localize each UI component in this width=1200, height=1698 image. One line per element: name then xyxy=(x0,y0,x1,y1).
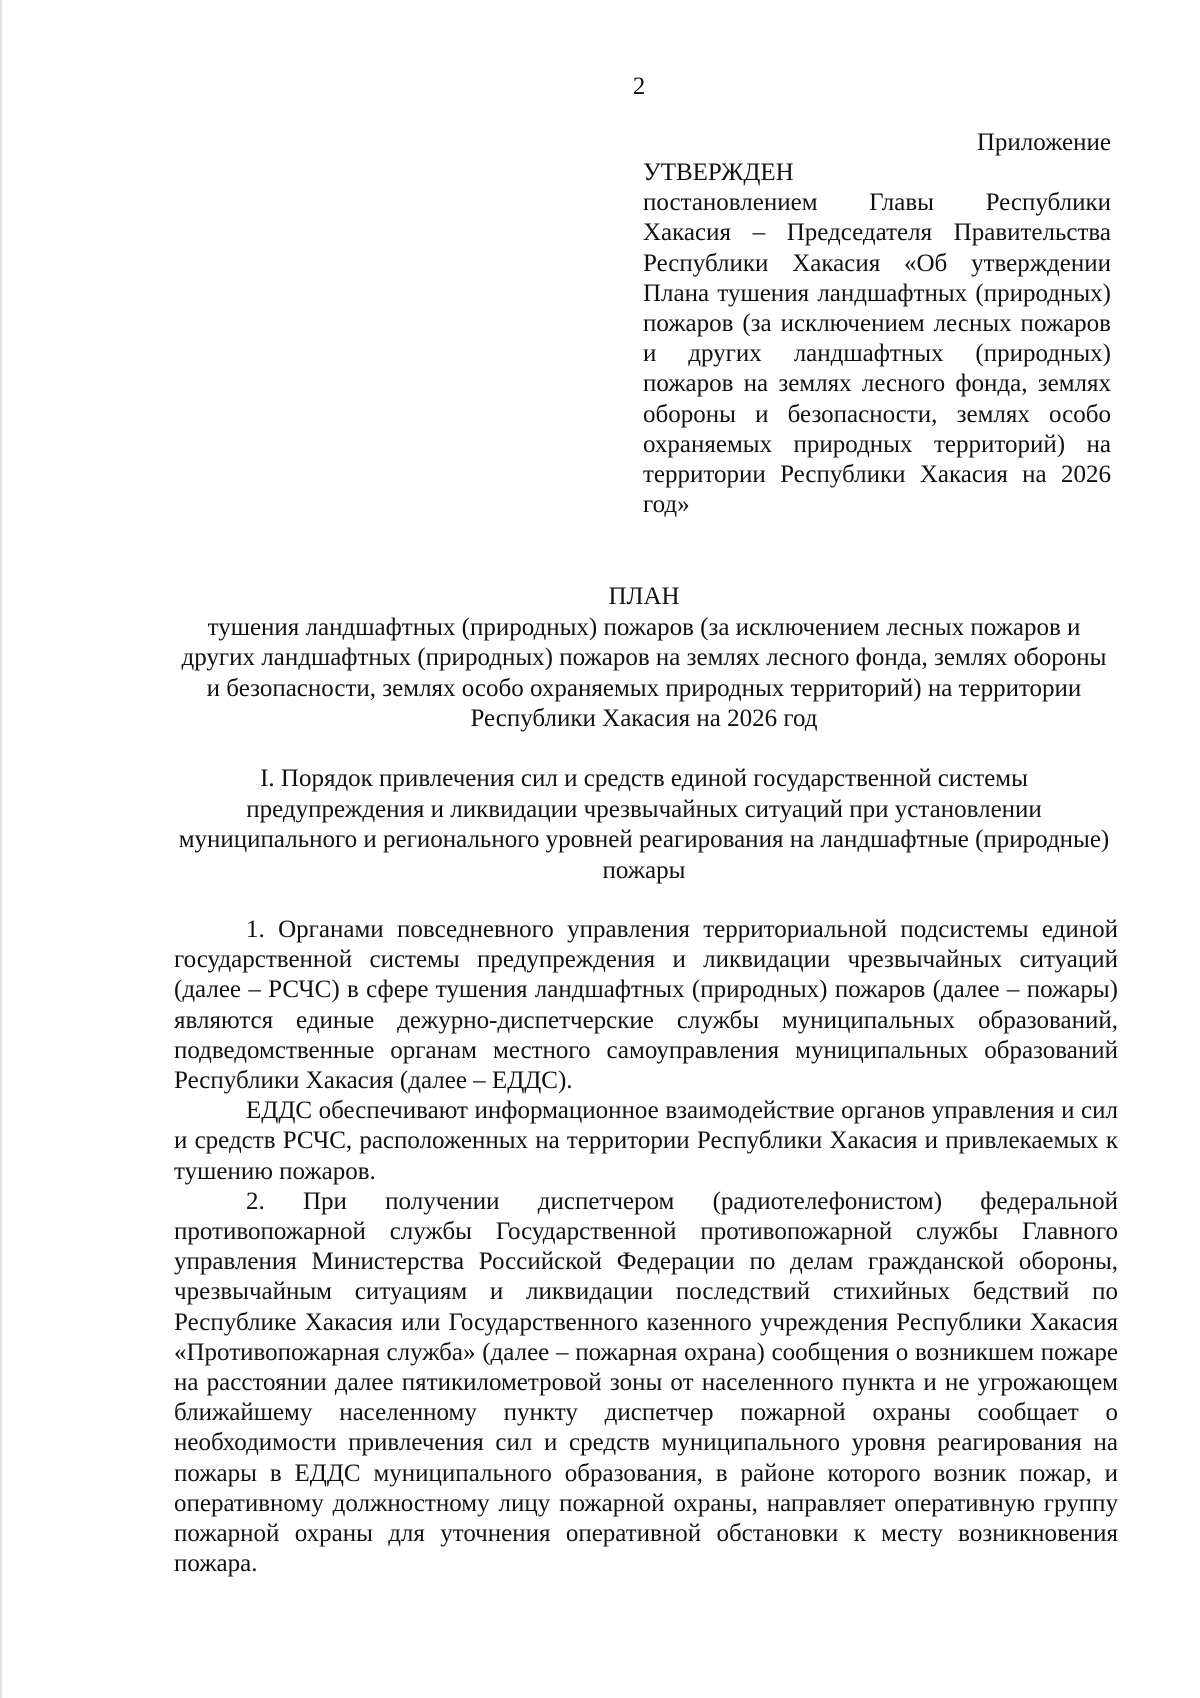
paragraph-1: 1. Органами повседневного управления территориальной подсистемы единой государственной системы предупреждения и ликвидации чрезвычайных ситуаций (далее – РСЧС) в сфере тушения ландшафтных (природных) пожаров (далее – пожары) являются единые дежурно-диспетчерские службы муниципальных образований, подведомственные органам местного самоуправления муниципальных образований Республики Хакасия (далее – ЕДДС). xyxy=(174,916,1118,1095)
approved-by-text: постановлением Главы Республики Хакасия – Председателя Правительства Республики Хакасия «Об утверждении Плана тушения ландшафтных (природных) пожаров (за исключением лесных пожаров и других ландшафтных (природных) пожаров на землях лесного фонда, землях обороны и безопасности, землях особо охраняемых природных территорий) на территории Республики Хакасия на 2026 год» xyxy=(643,189,1111,519)
plan-subtitle: тушения ландшафтных (природных) пожаров (за исключением лесных пожаров и других ландшафтных (природных) пожаров на землях лесного фонда, землях обороны и безопасности, землях особо охраняемых природных территорий) на территории Республики Хакасия на 2026 год xyxy=(181,613,1107,732)
scan-edge xyxy=(0,0,3,1698)
paragraph-3: 2. При получении диспетчером (радиотелефонистом) федеральной противопожарной службы Государственной противопожарной службы Главного управления Министерства Российской Федерации по делам гражданской обороны, чрезвычайным ситуациям и ликвидации последствий стихийных бедствий по Республике Хакасия или Государственного казенного учреждения Республики Хакасия «Противопожарная служба» (далее – пожарная охрана) сообщения о возникшем пожаре на расстоянии далее пятикилометровой зоны от населенного пункта и не угрожающем ближайшему населенному пункту диспетчер пожарной охраны сообщает о необходимости привлечения сил и средств муниципального уровня реагирования на пожары в ЕДДС муниципального образования, в районе которого возник пожар, и оперативному должностному лицу пожарной охраны, направляет оперативную группу пожарной охраны для уточнения оперативной обстановки к месту возникновения пожара. xyxy=(174,1187,1118,1578)
page-number: 2 xyxy=(632,73,646,100)
approved-label: УТВЕРЖДЕН xyxy=(643,159,794,186)
section-body xyxy=(174,915,1118,1579)
plan-heading: ПЛАН xyxy=(608,583,680,610)
paragraph-2: ЕДДС обеспечивают информационное взаимодействие органов управления и сил и средств РСЧС, расположенных на территории Республики Хакасия и привлекаемых к тушению пожаров. xyxy=(174,1097,1118,1185)
section-heading: I. Порядок привлечения сил и средств единой государственной системы предупреждения и ликвидации чрезвычайных ситуаций при установлении муниципального и регионального уровней реагирования на ландшафтные (природные) пожары xyxy=(178,765,1110,884)
plan-title-block xyxy=(174,582,1114,735)
approval-block xyxy=(643,158,1111,520)
appendix-label: Приложение xyxy=(976,129,1111,156)
